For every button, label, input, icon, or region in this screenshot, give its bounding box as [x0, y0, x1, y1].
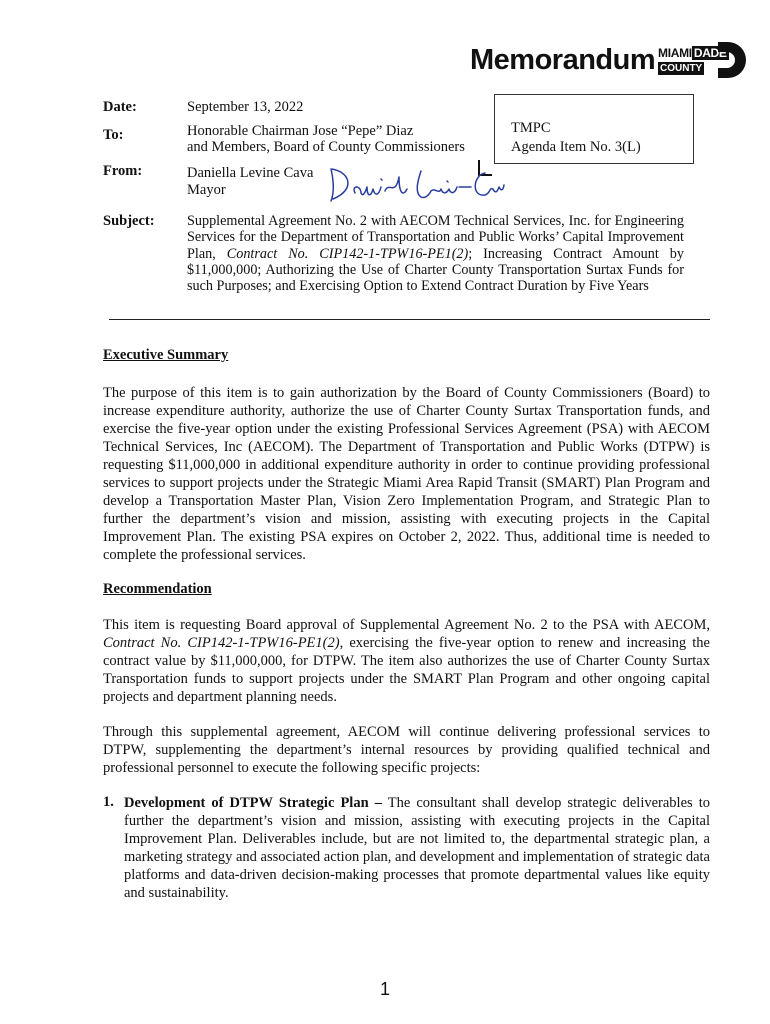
recommendation-heading: Recommendation	[103, 581, 212, 597]
from-title: Mayor	[187, 182, 226, 198]
date-label: Date:	[103, 99, 137, 115]
list-item-number: 1.	[103, 794, 114, 810]
memo-title: Memorandum	[470, 44, 656, 76]
subject-text: Supplemental Agreement No. 2 with AECOM Technical Services, Inc. for Engineering Services for the Department of Transportation and Public Works’ Capital Improvement Plan, Contract No. CIP142-1-TPW16-PE1(2); Increasing Contract Amount by $11,000,000; Authorizing the Use of Charter County Transportation Surtax Funds for such Purposes; and Exercising Option to Extend Contract Duration by Five Years	[187, 213, 684, 295]
logo-line2: COUNTY	[660, 63, 703, 74]
to-label: To:	[103, 127, 124, 143]
list-item: Development of DTPW Strategic Plan – The consultant shall develop strategic deliverables to further the department’s vision and mission, assisting with executing projects in the Capital Improvement Plan. Deliverables include, but are not limited to, the departmental strategic plan, a marketing strategy and associated action plan, and development and implementation of strategic data platforms and data-driven decision-making processes that promote departmental values like equity and sustainability.	[124, 795, 710, 901]
signature-image	[325, 163, 505, 209]
executive-summary-heading: Executive Summary	[103, 347, 229, 363]
from-label: From:	[103, 163, 143, 179]
routing-box	[494, 94, 694, 164]
date-value: September 13, 2022	[187, 99, 304, 115]
recommendation-paragraph-2: Through this supplemental agreement, AECOM will continue delivering professional services to DTPW, supplementing the department’s internal resources by providing qualified technical and professional personnel to execute the following specific projects:	[103, 724, 710, 776]
executive-summary-text: The purpose of this item is to gain authorization by the Board of County Commissioners (Board) to increase expenditure authority, authorize the use of Charter County Surtax Transportation funds, and exercise the five-year option under the existing Professional Services Agreement (PSA) with AECOM Technical Services, Inc (AECOM). The Department of Transportation and Public Works (DTPW) is requesting $11,000,000 in additional expenditure authority in order to continue providing professional services to support projects under the Strategic Miami Area Rapid Transit (SMART) Plan Program and develop a Transportation Master Plan, Vision Zero Implementation Program, and Strategic Plan to further the department’s vision and mission, assisting with executing projects in the Capital Improvement Plan. The existing PSA expires on October 2, 2022. Thus, additional time is needed to complete the professional services.	[103, 385, 710, 563]
to-recipient-line1: Honorable Chairman Jose “Pepe” Diaz	[187, 123, 414, 139]
recommendation-paragraph-1: This item is requesting Board approval of Supplemental Agreement No. 2 to the PSA with AECOM, Contract No. CIP142-1-TPW16-PE1(2), exercising the five-year option to renew and increasing the contract value by $11,000,000, for DTPW. The item also authorizes the use of Charter County Surtax Transportation funds to support projects under the SMART Plan Program and other ongoing capital projects and department planning needs.	[103, 617, 710, 705]
logo-arc-icon	[718, 42, 750, 78]
page-number: 1	[379, 979, 390, 999]
agenda-item-number: Agenda Item No. 3(L)	[511, 139, 641, 155]
subject-label: Subject:	[103, 213, 155, 229]
routing-committee: TMPC	[511, 120, 551, 136]
logo-line1: MIAMI DADE	[658, 46, 727, 60]
header-divider	[109, 319, 710, 320]
to-recipient-line2: and Members, Board of County Commissioners	[187, 139, 465, 155]
county-logo	[658, 42, 750, 78]
from-name: Daniella Levine Cava	[187, 165, 314, 181]
